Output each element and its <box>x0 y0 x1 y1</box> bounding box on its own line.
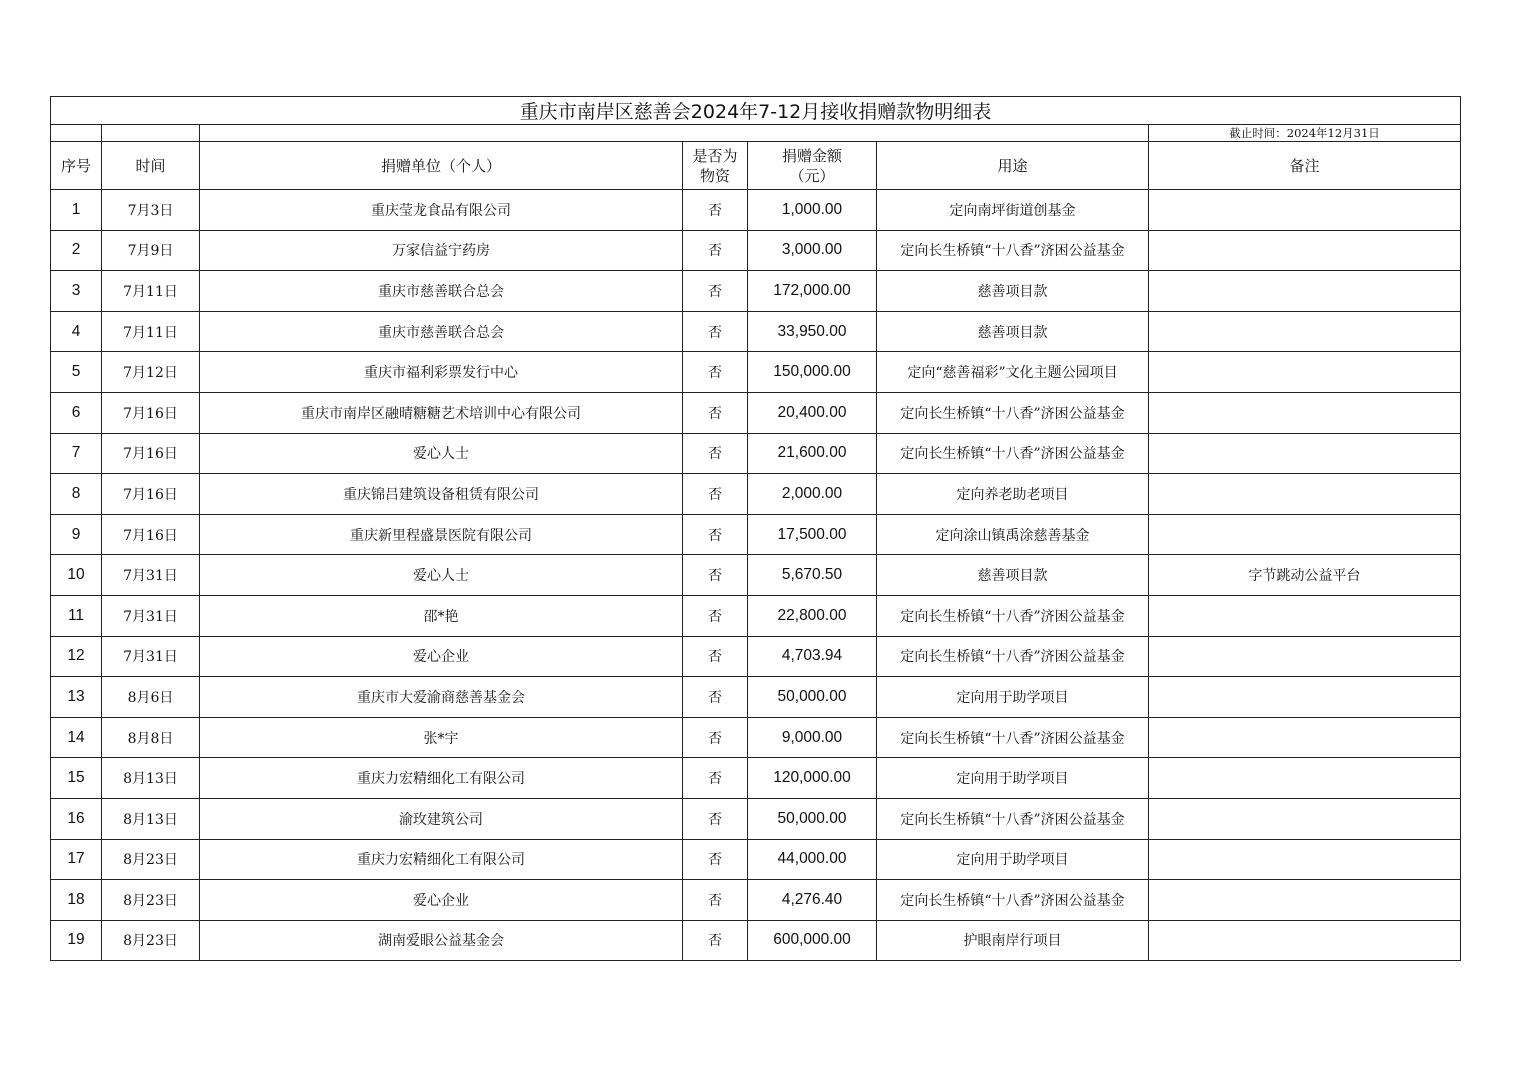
donation-table <box>50 96 1461 961</box>
cell-is-material: 否 <box>683 636 748 677</box>
cell-is-material: 否 <box>683 392 748 433</box>
cell-purpose: 定向长生桥镇“十八香”济困公益基金 <box>877 717 1149 758</box>
cell-amount: 50,000.00 <box>748 677 877 718</box>
cell-remark <box>1149 190 1461 231</box>
table-row <box>51 311 1461 352</box>
cell-remark <box>1149 474 1461 515</box>
cell-purpose: 慈善项目款 <box>877 311 1149 352</box>
table-row <box>51 920 1461 961</box>
cell-remark <box>1149 230 1461 271</box>
cell-donor: 爱心人士 <box>200 555 683 596</box>
table-row <box>51 474 1461 515</box>
cell-remark: 字节跳动公益平台 <box>1149 555 1461 596</box>
cell-index: 2 <box>51 230 102 271</box>
cell-is-material: 否 <box>683 880 748 921</box>
cell-index: 16 <box>51 798 102 839</box>
cell-index: 8 <box>51 474 102 515</box>
cell-date: 8月13日 <box>102 798 200 839</box>
cell-is-material: 否 <box>683 190 748 231</box>
cell-remark <box>1149 352 1461 393</box>
cell-amount: 172,000.00 <box>748 271 877 312</box>
cell-donor: 爱心企业 <box>200 636 683 677</box>
cell-index: 17 <box>51 839 102 880</box>
cell-donor: 重庆市大爱渝商慈善基金会 <box>200 677 683 718</box>
header-remark: 备注 <box>1149 142 1461 190</box>
cell-date: 8月13日 <box>102 758 200 799</box>
cell-index: 4 <box>51 311 102 352</box>
cell-donor: 爱心人士 <box>200 433 683 474</box>
cell-remark <box>1149 880 1461 921</box>
cell-purpose: 慈善项目款 <box>877 555 1149 596</box>
cell-donor: 重庆市慈善联合总会 <box>200 311 683 352</box>
cell-donor: 重庆市慈善联合总会 <box>200 271 683 312</box>
header-is-material-line1: 是否为 <box>692 146 738 165</box>
cell-remark <box>1149 311 1461 352</box>
cell-is-material: 否 <box>683 433 748 474</box>
cell-is-material: 否 <box>683 311 748 352</box>
cell-amount: 22,800.00 <box>748 595 877 636</box>
cell-amount: 20,400.00 <box>748 392 877 433</box>
header-amount-line1: 捐赠金额 <box>781 146 842 165</box>
cutoff-date: 截止时间：2024年12月31日 <box>1149 125 1461 142</box>
cell-index: 7 <box>51 433 102 474</box>
cell-donor: 重庆力宏精细化工有限公司 <box>200 839 683 880</box>
cell-amount: 4,703.94 <box>748 636 877 677</box>
header-donor: 捐赠单位（个人） <box>200 142 683 190</box>
cell-date: 7月16日 <box>102 433 200 474</box>
cell-index: 6 <box>51 392 102 433</box>
header-index: 序号 <box>51 142 102 190</box>
header-amount <box>748 142 877 190</box>
cell-date: 7月31日 <box>102 555 200 596</box>
table-row <box>51 595 1461 636</box>
cell-date: 7月16日 <box>102 514 200 555</box>
cell-donor: 重庆市福利彩票发行中心 <box>200 352 683 393</box>
cell-index: 12 <box>51 636 102 677</box>
table-row <box>51 352 1461 393</box>
cell-remark <box>1149 595 1461 636</box>
cell-date: 7月9日 <box>102 230 200 271</box>
header-date: 时间 <box>102 142 200 190</box>
cell-amount: 4,276.40 <box>748 880 877 921</box>
table-row <box>51 230 1461 271</box>
cell-remark <box>1149 920 1461 961</box>
cell-is-material: 否 <box>683 595 748 636</box>
cell-index: 15 <box>51 758 102 799</box>
header-is-material-line2: 物资 <box>699 166 730 185</box>
cell-donor: 渝玫建筑公司 <box>200 798 683 839</box>
cell-amount: 120,000.00 <box>748 758 877 799</box>
cell-date: 7月11日 <box>102 271 200 312</box>
cell-purpose: 定向南坪街道创基金 <box>877 190 1149 231</box>
blank-cell <box>102 125 200 142</box>
cell-index: 18 <box>51 880 102 921</box>
table-row <box>51 433 1461 474</box>
cell-remark <box>1149 717 1461 758</box>
cell-donor: 爱心企业 <box>200 880 683 921</box>
cell-purpose: 定向长生桥镇“十八香”济困公益基金 <box>877 595 1149 636</box>
cell-is-material: 否 <box>683 758 748 799</box>
blank-cell <box>51 125 102 142</box>
table-row <box>51 392 1461 433</box>
cell-amount: 3,000.00 <box>748 230 877 271</box>
table-row <box>51 717 1461 758</box>
table-row <box>51 677 1461 718</box>
cell-amount: 50,000.00 <box>748 798 877 839</box>
cell-date: 7月3日 <box>102 190 200 231</box>
cell-purpose: 定向用于助学项目 <box>877 839 1149 880</box>
cell-is-material: 否 <box>683 920 748 961</box>
cell-index: 9 <box>51 514 102 555</box>
cell-amount: 5,670.50 <box>748 555 877 596</box>
cell-purpose: 定向长生桥镇“十八香”济困公益基金 <box>877 392 1149 433</box>
cell-purpose: 定向“慈善福彩”文化主题公园项目 <box>877 352 1149 393</box>
cell-remark <box>1149 514 1461 555</box>
header-amount-line2: （元） <box>789 166 835 185</box>
table-row <box>51 271 1461 312</box>
cell-index: 19 <box>51 920 102 961</box>
cell-is-material: 否 <box>683 717 748 758</box>
cell-is-material: 否 <box>683 271 748 312</box>
cell-amount: 33,950.00 <box>748 311 877 352</box>
cell-donor: 重庆莹龙食品有限公司 <box>200 190 683 231</box>
cell-purpose: 定向长生桥镇“十八香”济困公益基金 <box>877 880 1149 921</box>
cell-is-material: 否 <box>683 555 748 596</box>
cutoff-row <box>51 125 1461 142</box>
cell-donor: 重庆市南岸区融晴糖糖艺术培训中心有限公司 <box>200 392 683 433</box>
cell-date: 7月31日 <box>102 636 200 677</box>
cell-donor: 万家信益宁药房 <box>200 230 683 271</box>
cell-remark <box>1149 636 1461 677</box>
cell-purpose: 定向涂山镇禹涂慈善基金 <box>877 514 1149 555</box>
cell-donor: 邵*艳 <box>200 595 683 636</box>
cell-donor: 湖南爱眼公益基金会 <box>200 920 683 961</box>
cell-amount: 9,000.00 <box>748 717 877 758</box>
table-title: 重庆市南岸区慈善会2024年7-12月接收捐赠款物明细表 <box>51 97 1461 125</box>
table-row <box>51 190 1461 231</box>
cell-index: 1 <box>51 190 102 231</box>
cell-is-material: 否 <box>683 839 748 880</box>
cell-remark <box>1149 392 1461 433</box>
table-row <box>51 514 1461 555</box>
table-row <box>51 798 1461 839</box>
cell-remark <box>1149 433 1461 474</box>
cell-is-material: 否 <box>683 514 748 555</box>
cell-donor: 重庆锦吕建筑设备租赁有限公司 <box>200 474 683 515</box>
cell-amount: 2,000.00 <box>748 474 877 515</box>
header-row <box>51 142 1461 190</box>
cell-date: 8月23日 <box>102 880 200 921</box>
cell-amount: 44,000.00 <box>748 839 877 880</box>
cell-purpose: 定向用于助学项目 <box>877 677 1149 718</box>
cell-is-material: 否 <box>683 474 748 515</box>
cell-donor: 张*宇 <box>200 717 683 758</box>
table-row <box>51 758 1461 799</box>
cell-index: 14 <box>51 717 102 758</box>
table-row <box>51 839 1461 880</box>
cell-purpose: 护眼南岸行项目 <box>877 920 1149 961</box>
cell-is-material: 否 <box>683 352 748 393</box>
cell-date: 8月6日 <box>102 677 200 718</box>
cell-date: 8月23日 <box>102 839 200 880</box>
table-row <box>51 880 1461 921</box>
cell-date: 8月8日 <box>102 717 200 758</box>
cell-date: 7月12日 <box>102 352 200 393</box>
cell-amount: 17,500.00 <box>748 514 877 555</box>
cell-remark <box>1149 839 1461 880</box>
cell-date: 8月23日 <box>102 920 200 961</box>
header-is-material <box>683 142 748 190</box>
cell-date: 7月16日 <box>102 474 200 515</box>
cell-is-material: 否 <box>683 230 748 271</box>
cell-index: 10 <box>51 555 102 596</box>
blank-cell <box>200 125 1149 142</box>
cell-index: 13 <box>51 677 102 718</box>
cell-amount: 150,000.00 <box>748 352 877 393</box>
cell-purpose: 定向养老助老项目 <box>877 474 1149 515</box>
cell-purpose: 定向长生桥镇“十八香”济困公益基金 <box>877 798 1149 839</box>
cell-remark <box>1149 271 1461 312</box>
cell-remark <box>1149 677 1461 718</box>
cell-index: 11 <box>51 595 102 636</box>
cell-remark <box>1149 758 1461 799</box>
cell-index: 3 <box>51 271 102 312</box>
cell-purpose: 定向长生桥镇“十八香”济困公益基金 <box>877 433 1149 474</box>
cell-remark <box>1149 798 1461 839</box>
cell-purpose: 慈善项目款 <box>877 271 1149 312</box>
cell-purpose: 定向长生桥镇“十八香”济困公益基金 <box>877 230 1149 271</box>
cell-date: 7月16日 <box>102 392 200 433</box>
cell-amount: 21,600.00 <box>748 433 877 474</box>
cell-is-material: 否 <box>683 677 748 718</box>
cell-index: 5 <box>51 352 102 393</box>
table-row <box>51 555 1461 596</box>
cell-date: 7月31日 <box>102 595 200 636</box>
title-row <box>51 97 1461 125</box>
cell-donor: 重庆新里程盛景医院有限公司 <box>200 514 683 555</box>
cell-amount: 1,000.00 <box>748 190 877 231</box>
cell-donor: 重庆力宏精细化工有限公司 <box>200 758 683 799</box>
cell-purpose: 定向用于助学项目 <box>877 758 1149 799</box>
cell-amount: 600,000.00 <box>748 920 877 961</box>
cell-purpose: 定向长生桥镇“十八香”济困公益基金 <box>877 636 1149 677</box>
cell-is-material: 否 <box>683 798 748 839</box>
cell-date: 7月11日 <box>102 311 200 352</box>
header-purpose: 用途 <box>877 142 1149 190</box>
table-row <box>51 636 1461 677</box>
